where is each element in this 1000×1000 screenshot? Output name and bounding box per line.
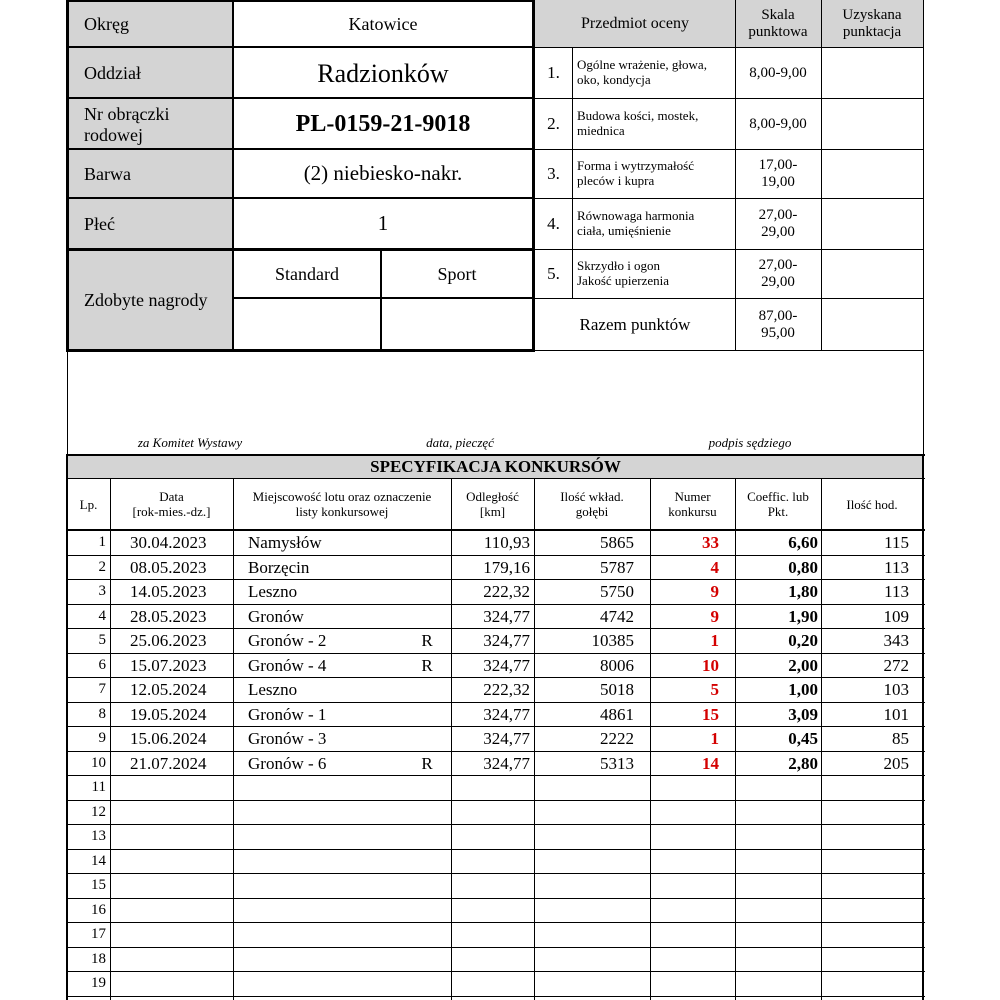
eval-item-number: 5.: [547, 263, 560, 283]
row-mark: R: [421, 753, 433, 773]
eval-item-obtained: [821, 99, 923, 149]
row-competition-number: 14: [702, 753, 719, 773]
eval-item-scale: 17,00- 19,00: [758, 156, 798, 190]
grid-line: [67, 350, 68, 455]
eval-item-number: 1.: [547, 63, 560, 83]
row-date: 30.04.2023: [130, 532, 207, 552]
row-distance: [451, 775, 530, 800]
row-mark: [403, 579, 451, 604]
sex-value: 1: [377, 211, 389, 236]
row-competition-number: 1: [710, 728, 719, 748]
row-distance: [451, 898, 530, 923]
row-date: [110, 971, 233, 996]
row-birds: [534, 971, 634, 996]
row-birds: 5018: [600, 679, 634, 699]
grid-line: [66, 455, 68, 478]
row-coefficient: [735, 898, 818, 923]
row-lp: 16: [91, 901, 106, 918]
grid-line: [922, 455, 924, 478]
row-date: [110, 775, 233, 800]
row-lp: 4: [98, 607, 106, 624]
row-place: Gronów - 3: [248, 728, 327, 748]
row-coefficient: 0,45: [788, 728, 818, 748]
row-lp: 10: [91, 754, 106, 771]
district-value: Katowice: [348, 13, 418, 34]
grid-line: [923, 0, 924, 351]
row-distance: 222,32: [483, 679, 530, 699]
row-birds: [534, 922, 634, 947]
row-lp: 6: [98, 656, 106, 673]
branch-label: Oddział: [84, 63, 141, 84]
row-competition-number: [650, 971, 719, 996]
row-birds: 4742: [600, 606, 634, 626]
branch-value: Radzionków: [317, 58, 449, 88]
row-distance: 179,16: [483, 557, 530, 577]
row-coefficient: [735, 849, 818, 874]
row-date: [110, 947, 233, 972]
row-lp: 19: [91, 974, 106, 991]
row-competition-number: 9: [710, 581, 719, 601]
awards-standard-header: Standard: [275, 263, 339, 284]
row-birds: [534, 849, 634, 874]
row-competition-number: 33: [702, 532, 719, 552]
row-hours: [821, 775, 909, 800]
row-place: [233, 775, 403, 800]
row-lp: 18: [91, 950, 106, 967]
row-place: Gronów - 1: [248, 704, 327, 724]
row-competition-number: [650, 824, 719, 849]
eval-item-scale: 27,00- 29,00: [758, 256, 798, 290]
row-date: 15.07.2023: [130, 655, 207, 675]
row-hours: [821, 898, 909, 923]
row-lp: 15: [91, 876, 106, 893]
row-distance: 324,77: [483, 728, 530, 748]
row-coefficient: 1,80: [788, 581, 818, 601]
row-coefficient: [735, 775, 818, 800]
row-place: Leszno: [248, 581, 298, 601]
row-coefficient: 1,90: [788, 606, 818, 626]
row-hours: 85: [892, 728, 909, 748]
eval-item-obtained: [821, 48, 923, 98]
row-birds: [534, 824, 634, 849]
row-mark: [403, 677, 451, 702]
row-date: [110, 800, 233, 825]
grid-line: [66, 478, 925, 479]
row-date: [110, 922, 233, 947]
eval-item-scale: 27,00- 29,00: [758, 207, 798, 240]
row-hours: 115: [884, 532, 909, 552]
row-lp: 7: [98, 680, 106, 697]
row-date: 15.06.2024: [130, 728, 207, 748]
eval-item-number: 2.: [547, 114, 560, 134]
row-date: 08.05.2023: [130, 557, 207, 577]
row-hours: [821, 922, 909, 947]
row-birds: 5865: [600, 532, 634, 552]
row-place: [233, 947, 403, 972]
row-competition-number: 15: [702, 704, 719, 724]
row-mark: [403, 800, 451, 825]
sex-label: Płeć: [84, 213, 115, 234]
row-distance: 324,77: [483, 630, 530, 650]
row-coefficient: [735, 873, 818, 898]
row-competition-number: [650, 873, 719, 898]
row-lp: 3: [98, 582, 106, 599]
row-competition-number: 1: [710, 630, 719, 650]
eval-item-scale: 8,00-9,00: [749, 115, 807, 132]
subject-header: Przedmiot oceny: [581, 15, 689, 33]
row-distance: [451, 849, 530, 874]
birds-header: Ilość wkład. gołębi: [560, 489, 624, 519]
row-mark: [403, 530, 451, 555]
row-competition-number: [650, 898, 719, 923]
row-distance: [451, 800, 530, 825]
row-place: [233, 971, 403, 996]
date-stamp-label: data, pieczęć: [426, 434, 494, 450]
row-hours: 113: [884, 557, 909, 577]
row-distance: 324,77: [483, 655, 530, 675]
row-coefficient: 1,00: [788, 679, 818, 699]
row-distance: [451, 922, 530, 947]
row-date: [110, 824, 233, 849]
eval-item-obtained: [821, 149, 923, 198]
judge-signature-label: podpis sędziego: [708, 434, 792, 450]
row-birds: [534, 873, 634, 898]
row-date: 21.07.2024: [130, 753, 207, 773]
row-coefficient: [735, 800, 818, 825]
row-mark: [403, 898, 451, 923]
lp-header: Lp.: [79, 496, 98, 512]
row-mark: R: [421, 630, 433, 650]
row-competition-number: 4: [710, 557, 719, 577]
eval-item-scale: 8,00-9,00: [749, 64, 807, 81]
ring-number-value: PL-0159-21-9018: [295, 111, 471, 138]
row-date: [110, 898, 233, 923]
row-distance: [451, 873, 530, 898]
row-coefficient: [735, 947, 818, 972]
total-label: Razem punktów: [579, 314, 691, 334]
row-date: [110, 849, 233, 874]
place-header: Miejscowość lotu oraz oznaczenie listy konkursowej: [252, 489, 432, 519]
row-distance: 222,32: [483, 581, 530, 601]
row-lp: 9: [98, 729, 106, 746]
scale-header: Skala punktowa: [748, 7, 808, 40]
distance-header: Odległość [km]: [466, 489, 519, 519]
row-place: [233, 922, 403, 947]
row-distance: [451, 947, 530, 972]
row-date: 19.05.2024: [130, 704, 207, 724]
row-mark: [403, 873, 451, 898]
row-date: [110, 873, 233, 898]
row-lp: 1: [98, 533, 106, 550]
row-place: [233, 824, 403, 849]
row-date: 14.05.2023: [130, 581, 207, 601]
row-lp: 5: [98, 631, 106, 648]
row-place: Leszno: [248, 679, 298, 699]
row-place: [233, 800, 403, 825]
row-place: Gronów - 2: [248, 630, 327, 650]
row-hours: [821, 873, 909, 898]
row-competition-number: 5: [710, 679, 719, 699]
row-mark: [403, 824, 451, 849]
row-coefficient: 3,09: [788, 704, 818, 724]
row-competition-number: [650, 775, 719, 800]
row-mark: [403, 971, 451, 996]
ring-number-label: Nr obrączki rodowej: [84, 104, 170, 145]
grid-line: [535, 350, 923, 351]
row-birds: 10385: [591, 630, 634, 650]
district-label: Okręg: [84, 13, 129, 34]
row-lp: 14: [91, 852, 106, 869]
row-coefficient: 2,80: [788, 753, 818, 773]
row-coefficient: [735, 971, 818, 996]
row-place: [233, 898, 403, 923]
color-label: Barwa: [84, 163, 131, 184]
row-mark: R: [421, 655, 433, 675]
row-divider: [66, 996, 925, 997]
row-competition-number: [650, 922, 719, 947]
row-hours: 205: [883, 753, 909, 773]
competition-number-header: Numer konkursu: [668, 489, 717, 519]
row-place: Borzęcin: [248, 557, 310, 577]
row-hours: [821, 800, 909, 825]
row-lp: 13: [91, 827, 106, 844]
row-mark: [403, 604, 451, 629]
eval-item-subject: Forma i wytrzymałość pleców i kupra: [577, 157, 694, 188]
row-birds: 5787: [600, 557, 634, 577]
row-birds: [534, 947, 634, 972]
row-mark: [403, 922, 451, 947]
awards-sport-header: Sport: [437, 263, 477, 284]
row-date: 28.05.2023: [130, 606, 207, 626]
row-distance: 110,93: [483, 532, 530, 552]
awards-label: Zdobyte nagrody: [84, 289, 208, 310]
row-coefficient: 0,20: [788, 630, 818, 650]
row-birds: 8006: [600, 655, 634, 675]
row-hours: [821, 971, 909, 996]
eval-item-number: 3.: [547, 163, 560, 183]
row-mark: [403, 947, 451, 972]
color-value: (2) niebiesko-nakr.: [303, 161, 463, 186]
row-mark: [403, 849, 451, 874]
eval-item-subject: Skrzydło i ogon Jakość upierzenia: [577, 257, 670, 288]
row-birds: 5313: [600, 753, 634, 773]
hours-header: Ilość hod.: [846, 496, 898, 512]
row-distance: [451, 971, 530, 996]
row-hours: 101: [883, 704, 909, 724]
row-competition-number: [650, 849, 719, 874]
row-birds: [534, 800, 634, 825]
row-competition-number: [650, 800, 719, 825]
row-hours: 113: [884, 581, 909, 601]
row-lp: 8: [98, 705, 106, 722]
row-place: Gronów - 6: [248, 753, 327, 773]
row-place: [233, 873, 403, 898]
row-coefficient: 6,60: [788, 532, 818, 552]
committee-signature-label: za Komitet Wystawy: [137, 434, 243, 450]
eval-item-subject: Ogólne wrażenie, głowa, oko, kondycja: [577, 57, 707, 87]
row-coefficient: 2,00: [788, 655, 818, 675]
row-hours: 272: [883, 655, 909, 675]
row-mark: [403, 555, 451, 580]
row-hours: [821, 824, 909, 849]
row-hours: 103: [883, 679, 909, 699]
row-distance: 324,77: [483, 606, 530, 626]
row-competition-number: [650, 947, 719, 972]
row-mark: [403, 775, 451, 800]
row-mark: [403, 726, 451, 751]
obtained-header: Uzyskana punktacja: [842, 7, 902, 40]
row-place: [233, 849, 403, 874]
total-obtained: [821, 299, 923, 350]
row-place: Gronów - 4: [248, 655, 327, 675]
row-coefficient: [735, 922, 818, 947]
row-birds: [534, 898, 634, 923]
row-birds: [534, 775, 634, 800]
eval-item-obtained: [821, 199, 923, 249]
row-hours: [821, 849, 909, 874]
eval-item-subject: Budowa kości, mostek, miednica: [577, 108, 699, 138]
row-coefficient: [735, 824, 818, 849]
row-place: Gronów: [248, 606, 304, 626]
competitions-title: SPECYFIKACJA KONKURSÓW: [370, 457, 621, 477]
eval-item-obtained: [821, 249, 923, 298]
row-lp: 11: [91, 778, 106, 795]
row-coefficient: 0,80: [788, 557, 818, 577]
row-competition-number: 10: [702, 655, 719, 675]
row-date: 25.06.2023: [130, 630, 207, 650]
row-lp: 17: [91, 925, 106, 942]
row-competition-number: 9: [710, 606, 719, 626]
row-lp: 2: [98, 558, 106, 575]
row-birds: 2222: [600, 728, 634, 748]
row-hours: [821, 947, 909, 972]
row-lp: 12: [91, 803, 106, 820]
row-hours: 343: [883, 630, 909, 650]
eval-item-number: 4.: [547, 214, 560, 234]
row-distance: 324,77: [483, 753, 530, 773]
row-place: Namysłów: [248, 532, 322, 552]
row-mark: [403, 702, 451, 727]
row-birds: 5750: [600, 581, 634, 601]
row-distance: 324,77: [483, 704, 530, 724]
eval-item-subject: Równowaga harmonia ciała, umięśnienie: [577, 208, 695, 238]
row-hours: 109: [883, 606, 909, 626]
coefficient-header: Coeffic. lub Pkt.: [747, 489, 809, 519]
date-header: Data [rok-mies.-dz.]: [132, 489, 211, 519]
total-scale: 87,00- 95,00: [758, 307, 798, 341]
row-date: 12.05.2024: [130, 679, 207, 699]
row-distance: [451, 824, 530, 849]
grid-line: [923, 350, 924, 455]
row-birds: 4861: [600, 704, 634, 724]
